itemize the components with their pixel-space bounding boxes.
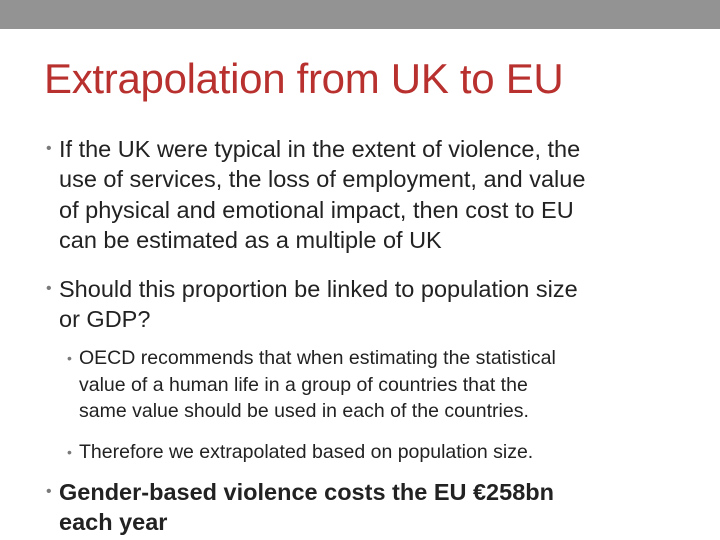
bullet-line: Therefore we extrapolated based on population size. <box>79 441 534 463</box>
bullet-line: Should this proportion be linked to population size <box>59 276 578 302</box>
bullet-line: Gender-based violence costs the EU €258bn <box>59 479 554 505</box>
slide-title: Extrapolation from UK to EU <box>44 55 564 102</box>
sub-bullet-extrapolated <box>67 439 534 466</box>
bullet-dot-icon: • <box>67 350 72 366</box>
bullet-line: use of services, the loss of employment, and value <box>59 166 586 193</box>
top-bar <box>0 0 720 29</box>
sub-bullet-oecd <box>67 345 556 425</box>
bullet-dot-icon: • <box>46 140 52 157</box>
bullet-dot-icon: • <box>67 444 72 460</box>
bullet-line: can be estimated as a multiple of UK <box>59 226 442 253</box>
bullet-line: OECD recommends that when estimating the statistical <box>79 347 556 369</box>
bullet-line: each year <box>59 509 168 536</box>
bullet-line: If the UK were typical in the extent of violence, the <box>59 136 581 162</box>
bullet-dot-icon: • <box>46 483 52 500</box>
bullet-proportion <box>46 274 578 335</box>
bullet-dot-icon: • <box>46 280 52 297</box>
bullet-gbv-cost <box>46 477 554 538</box>
bullet-uk-typical <box>46 134 586 255</box>
bullet-line: same value should be used in each of the countries. <box>79 400 529 422</box>
bullet-line: value of a human life in a group of countries that the <box>79 373 528 396</box>
bullet-line: or GDP? <box>59 306 151 333</box>
bullet-line: of physical and emotional impact, then cost to EU <box>59 196 574 223</box>
